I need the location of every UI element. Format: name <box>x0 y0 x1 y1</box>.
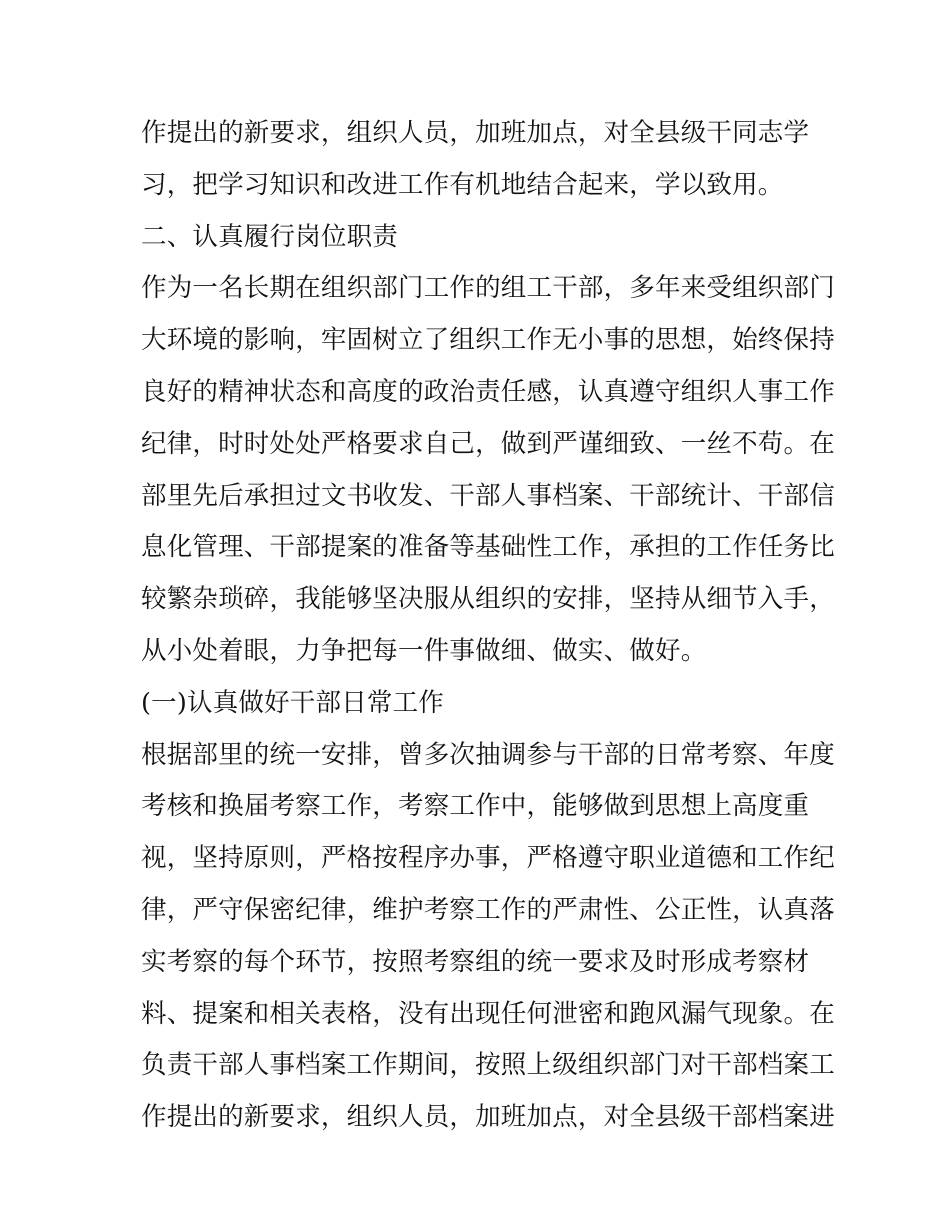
paragraph-line: 良好的精神状态和高度的政治责任感，认真遵守组织人事工作 <box>141 376 835 407</box>
subsection-heading: (一)认真做好干部日常工作 <box>141 687 444 718</box>
paragraph-line: 律，严守保密纪律，维护考察工作的严肃性、公正性，认真落 <box>141 894 835 925</box>
paragraph-line: 息化管理、干部提案的准备等基础性工作，承担的工作任务比 <box>141 532 835 563</box>
paragraph-line: 作为一名长期在组织部门工作的组工干部，多年来受组织部门 <box>141 273 835 304</box>
paragraph-line: 考核和换届考察工作，考察工作中，能够做到思想上高度重 <box>141 791 810 822</box>
paragraph-line: 纪律，时时处处严格要求自己，做到严谨细致、一丝不苟。在 <box>141 428 835 459</box>
section-heading: 二、认真履行岗位职责 <box>141 221 399 252</box>
paragraph-line: 作提出的新要求，组织人员，加班加点，对全县级干部档案进 <box>141 1102 835 1133</box>
paragraph-line: 习，把学习知识和改进工作有机地结合起来，学以致用。 <box>141 169 784 200</box>
paragraph-line: 料、提案和相关表格，没有出现任何泄密和跑风漏气现象。在 <box>141 998 835 1029</box>
paragraph-line: 实考察的每个环节，按照考察组的统一要求及时形成考察材 <box>141 946 810 977</box>
paragraph-line: 视，坚持原则，严格按程序办事，严格遵守职业道德和工作纪 <box>141 843 835 874</box>
paragraph-line: 较繁杂琐碎，我能够坚决服从组织的安排，坚持从细节入手， <box>141 584 835 615</box>
paragraph-line: 负责干部人事档案工作期间，按照上级组织部门对干部档案工 <box>141 1050 835 1081</box>
paragraph-line: 大环境的影响，牢固树立了组织工作无小事的思想，始终保持 <box>141 325 835 356</box>
document-body <box>141 108 835 1144</box>
paragraph-line: 部里先后承担过文书收发、干部人事档案、干部统计、干部信 <box>141 480 835 511</box>
paragraph-line: 从小处着眼，力争把每一件事做细、做实、做好。 <box>141 635 707 666</box>
paragraph-line: 根据部里的统一安排，曾多次抽调参与干部的日常考察、年度 <box>141 739 835 770</box>
paragraph-line: 作提出的新要求，组织人员，加班加点，对全县级干同志学 <box>141 118 810 148</box>
